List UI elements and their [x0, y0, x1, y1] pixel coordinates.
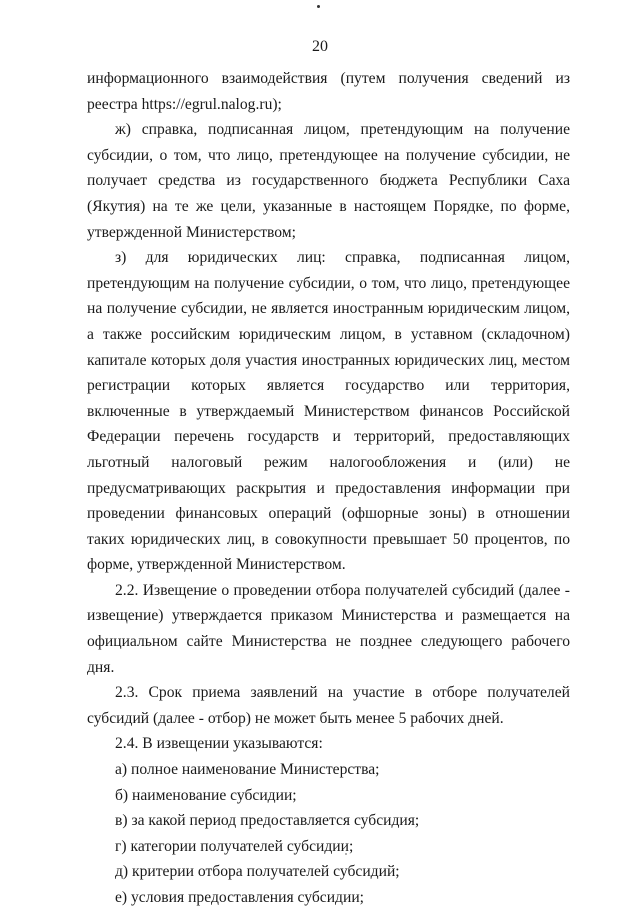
paragraph: 2.3. Срок приема заявлений на участие в отборе получателей субсидий (далее - отбор) не может быть менее 5 рабочих дней. [87, 684, 570, 727]
page-number: 20 [312, 38, 328, 55]
scan-speck [317, 5, 320, 8]
body-text [87, 66, 570, 911]
list-item: 2.4. В извещении указываются: [115, 735, 323, 753]
list-item: б) наименование субсидии; [115, 786, 297, 804]
list-item: д) критерии отбора получателей субсидий; [115, 863, 400, 881]
paragraph: ж) справка, подписанная лицом, претендующим на получение субсидии, о том, что лицо, претендующее на получение субсидии, не получает средства из государственного бюджета Республики Саха (Якутия) на те же цели, указанные в настоящем Порядке, по форме, утвержденной Министерством; [87, 121, 570, 241]
list-item: в) за какой период предоставляется субсидия; [115, 812, 420, 830]
list-item: а) полное наименование Министерства; [115, 761, 380, 779]
paragraph: 2.2. Извещение о проведении отбора получателей субсидий (далее - извещение) утверждается приказом Министерства и размещается на официальном сайте Министерства не позднее следующего рабочего дня. [87, 581, 570, 676]
list-item: г) категории получателей субсидии; [115, 837, 354, 855]
paragraph: з) для юридических лиц: справка, подписанная лицом, претендующим на получение субсидии, о том, что лицо, претендующее на получение субсидии, не является иностранным юридическим лицом, а также российским юридическим лицом, в уставном (складочном) капитале которых доля участия иностранных юридических лиц, местом регистрации которых является государство или территория, включенные в утверждаемый Министерством финансов Российской Федерации перечень государств и территорий, предоставляющих льготный налоговый режим налогообложения и (или) не предусматривающих раскрытия и предоставления информации при проведении финансовых операций (офшорные зоны) в отношении таких юридических лиц, в совокупности превышает 50 процентов, по форме, утвержденной Министерством. [87, 249, 570, 574]
paragraph: информационного взаимодействия (путем получения сведений из реестра https://egrul.nalog.ru); [87, 70, 570, 113]
list-item: е) условия предоставления субсидии; [115, 889, 364, 906]
